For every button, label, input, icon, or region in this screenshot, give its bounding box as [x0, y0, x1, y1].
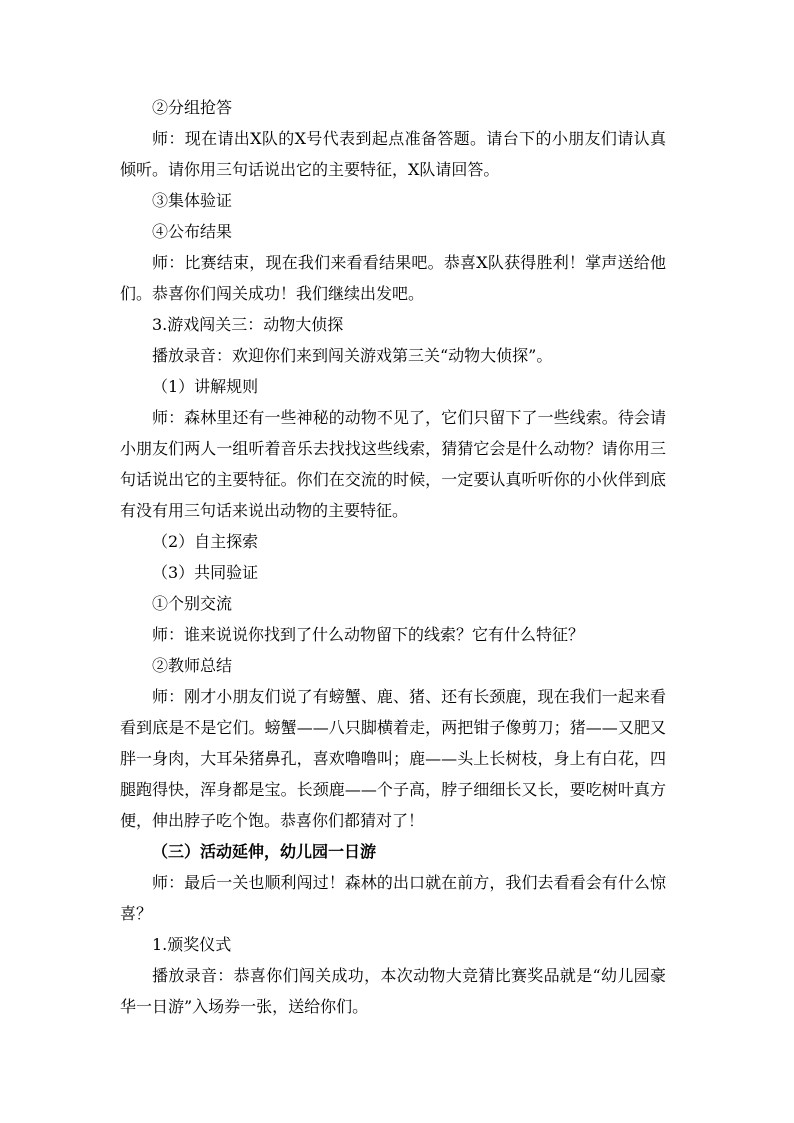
paragraph-body: 师：现在请出X队的X号代表到起点准备答题。请台下的小朋友们请认真倾听。请你用三句话说出它的主要特征，X队请回答。 [120, 129, 666, 179]
paragraph-section-title: 1.颁奖仪式 [152, 935, 232, 954]
paragraph-body: 师：森林里还有一些神秘的动物不见了，它们只留下了一些线索。待会请小朋友们两人一组听着音乐去找找这些线索，猜猜它会是什么动物？请你用三句话说出它的主要特征。你们在交流的时候，一定要认真听听你的小伙伴到底有没有用三句话来说出动物的主要特征。 [120, 408, 666, 520]
paragraph-body: 师：最后一关也顺利闯过！森林的出口就在前方，我们去看看会有什么惊喜？ [120, 873, 666, 923]
paragraph-body: 师：比赛结束，现在我们来看看结果吧。恭喜X队获得胜利！掌声送给他们。恭喜你们闯关成功！我们继续出发吧。 [120, 253, 666, 303]
paragraph-section-title: 3.游戏闯关三：动物大侦探 [152, 315, 344, 334]
paragraph-subheading: （1）讲解规则 [152, 377, 259, 396]
paragraph-subheading: ②教师总结 [152, 656, 233, 675]
paragraph-body: 播放录音：恭喜你们闯关成功，本次动物大竞猜比赛奖品就是“幼儿园豪华一日游”入场券一张，送给你们。 [120, 966, 666, 1016]
paragraph-body: 师：谁来说说你找到了什么动物留下的线索？它有什么特征？ [152, 625, 585, 644]
paragraph-subheading: （3）共同验证 [152, 563, 259, 582]
paragraph-subheading: ①个别交流 [152, 594, 233, 613]
paragraph-subheading: ②分组抢答 [152, 98, 233, 117]
paragraph-body: 师：刚才小朋友们说了有螃蟹、鹿、猪、还有长颈鹿，现在我们一起来看看到底是不是它们。螃蟹——八只脚横着走，两把钳子像剪刀；猪——又肥又胖一身肉，大耳朵猪鼻孔，喜欢噜噜叫；鹿——头上长树枝，身上有白花，四腿跑得快，浑身都是宝。长颈鹿——个子高，脖子细细长又长，要吃树叶真方便，伸出脖子吃个饱。恭喜你们都猜对了！ [120, 687, 666, 830]
paragraph-subheading: ④公布结果 [152, 222, 233, 241]
paragraph-subheading: （2）自主探索 [152, 532, 259, 551]
paragraph-body: 播放录音：欢迎你们来到闯关游戏第三关“动物大侦探”。 [152, 346, 553, 365]
document-page [120, 92, 666, 1022]
paragraph-section-heading: （三）活动延伸，幼儿园一日游 [152, 842, 377, 861]
paragraph-subheading: ③集体验证 [152, 191, 233, 210]
